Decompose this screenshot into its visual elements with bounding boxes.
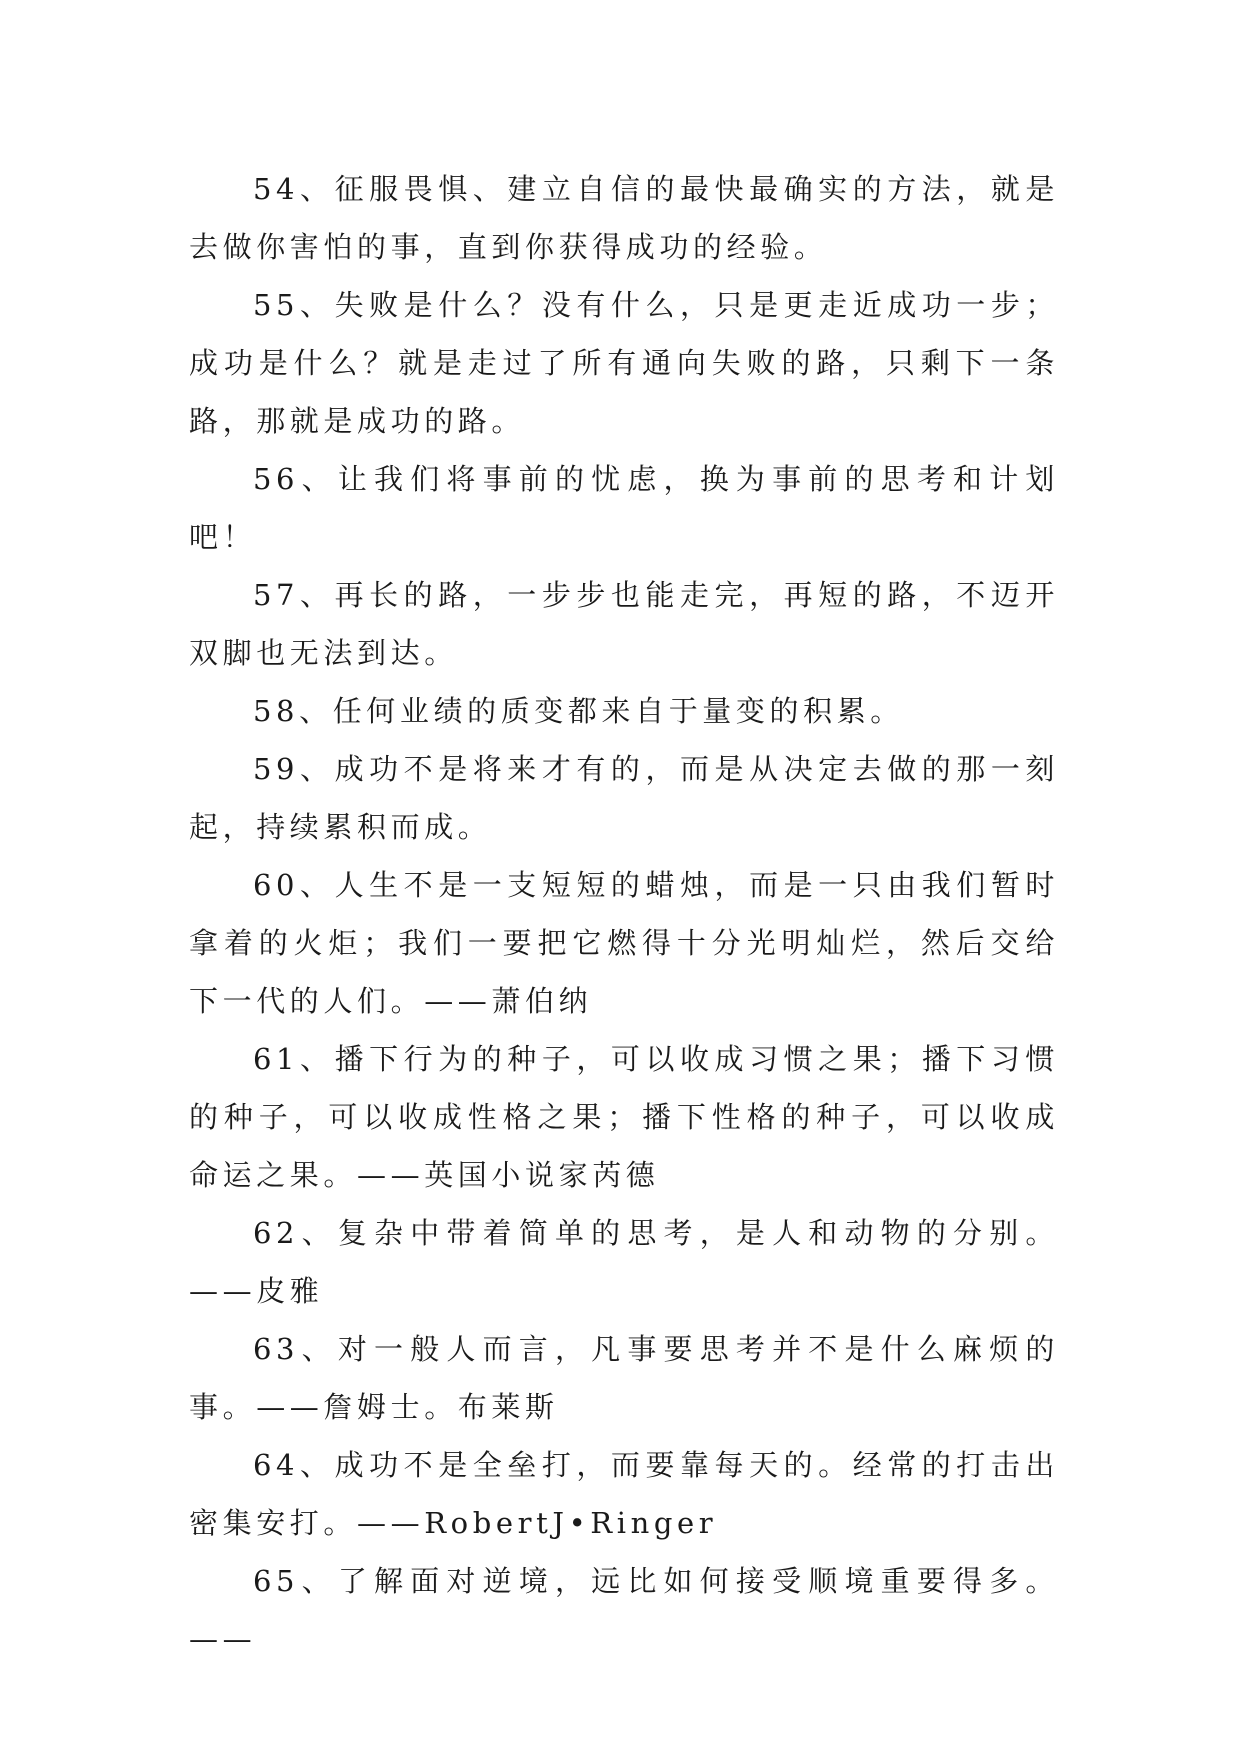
- quote-paragraph-65: 65、了解面对逆境，远比如何接受顺境重要得多。——: [189, 1564, 1059, 1656]
- quote-paragraph-62: 62、复杂中带着简单的思考，是人和动物的分别。——皮雅: [189, 1216, 1059, 1308]
- document-body: [189, 160, 1059, 1668]
- quote-paragraph-59: 59、成功不是将来才有的，而是从决定去做的那一刻起，持续累积而成。: [189, 752, 1059, 844]
- quote-paragraph-63: 63、对一般人而言，凡事要思考并不是什么麻烦的事。——詹姆士。布莱斯: [189, 1332, 1059, 1424]
- quote-paragraph-60: 60、人生不是一支短短的蜡烛，而是一只由我们暂时拿着的火炬；我们一要把它燃得十分光明灿烂，然后交给下一代的人们。——萧伯纳: [189, 868, 1059, 1018]
- quote-paragraph-55: 55、失败是什么？没有什么，只是更走近成功一步；成功是什么？就是走过了所有通向失败的路，只剩下一条路，那就是成功的路。: [189, 288, 1059, 438]
- quote-paragraph-56: 56、让我们将事前的忧虑，换为事前的思考和计划吧！: [189, 462, 1059, 554]
- quote-paragraph-61: 61、播下行为的种子，可以收成习惯之果；播下习惯的种子，可以收成性格之果；播下性格的种子，可以收成命运之果。——英国小说家芮德: [189, 1042, 1059, 1192]
- quote-paragraph-54: 54、征服畏惧、建立自信的最快最确实的方法，就是去做你害怕的事，直到你获得成功的经验。: [189, 172, 1059, 264]
- quote-paragraph-57: 57、再长的路，一步步也能走完，再短的路，不迈开双脚也无法到达。: [189, 578, 1059, 670]
- quote-paragraph-64: 64、成功不是全垒打，而要靠每天的。经常的打击出密集安打。——RobertJ•Ringer: [189, 1448, 1059, 1540]
- quote-paragraph-58: 58、任何业绩的质变都来自于量变的积累。: [253, 694, 904, 728]
